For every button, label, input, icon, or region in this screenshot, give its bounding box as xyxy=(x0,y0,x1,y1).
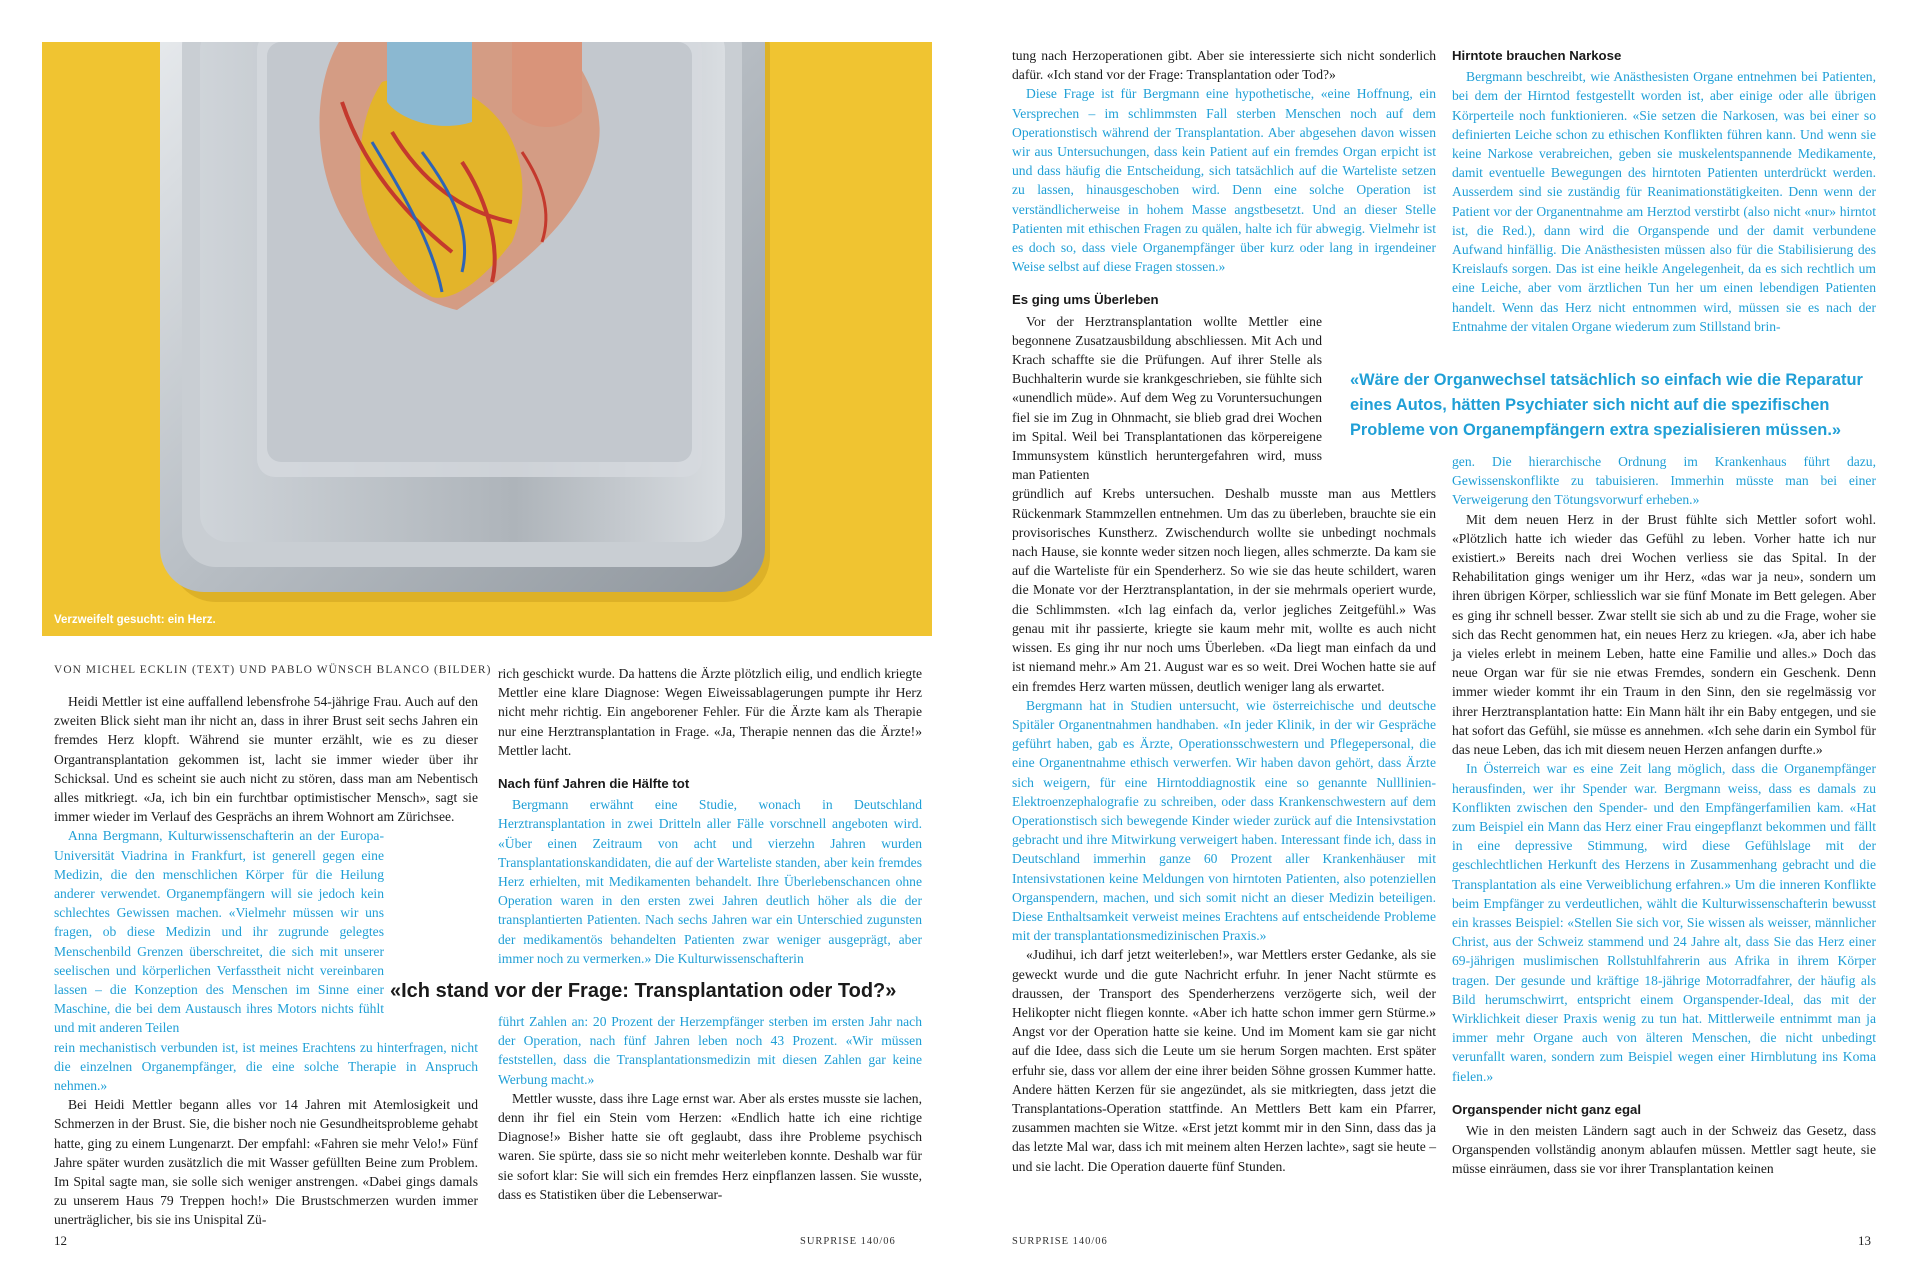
paragraph: führt Zahlen an: 20 Prozent der Herzempfänger sterben im ersten Jahr nach der Operation, nach fünf Jahren leben noch 43 Prozent. «Wir müssen feststellen, dass die Transplantationsmedizin mit diesen Zahlen gar keine Werbung macht.» xyxy=(498,1014,922,1087)
column-3 xyxy=(1012,46,1436,1176)
paragraph: tung nach Herzoperationen gibt. Aber sie interessierte sich nicht sonderlich dafür. «Ich stand vor der Frage: Transplantation oder Tod?» xyxy=(1012,48,1436,83)
pull-quote: «Wäre der Organwechsel tatsächlich so einfach wie die Reparatur eines Autos, hätten Psychiater sich nicht auf die spezifischen Probleme von Organempfängern extra spezialisieren müssen.» xyxy=(1350,371,1863,439)
paragraph: Bergmann hat in Studien untersucht, wie österreichische und deutsche Spitäler Organentnahmen handhaben. «In jeder Klinik, in der wir Gespräche geführt haben, gab es Ärzte, Operationsschwestern und Pflegepersonal, die eine Organentnahme ethisch verwerfen. Wir haben davon gehört, dass Ärzte sich weigern, für eine Hirntoddiagnostik eine so genannte Nulllinien-Elektroenzephalografie zu schreiben, oder dass Krankenschwestern auf dem Operationstisch sich bewegende Kinder wieder zurück auf die Intensivstation gebracht und ihre Mitwirkung verweigert haben. Interessant finde ich, dass in Deutschland immerhin ganze 60 Prozent aller Krankenhäuser mit Intensivstationen keine Meldungen von hirntoten Patienten, also potenziellen Organspendern, machen, und sich somit nicht an dieser Medizin beteiligen. Diese Enthaltsamkeit verweist meines Erachtens auf entscheidende Probleme mit der transplantationsmedizinischen Praxis.» xyxy=(1012,697,1436,944)
paragraph: Mit dem neuen Herz in der Brust fühlte sich Mettler sofort wohl. «Plötzlich hatte ich wieder das Gefühl zu leben. Vorher hatte ich nur existiert.» Bereits nach drei Wochen verliess sie das Spital. In der Rehabilitation gings weniger um ihr Herz, «das war ja neu», sondern um ihren übrigen Körper, schliesslich war sie fünf Monate im Bett gelegen. Aber es ging ihr schnell besser. Zwar stellt sie sich ab und zu die Frage, woher sie sich das Recht genommen hat, ein neues Herz zu kriegen. «Ja, aber ich habe ja vieles erlebt in meinem Leben, hatte eine Familie und alles.» Doch das neue Organ war für sie nie etwas Fremdes, sondern ein Geschenk. Denn immer wieder kommt ihr ein Traum in den Sinn, den sie regelmässig vor ihrer Herztransplantation hatte: Ein Mann hält ihr ein Baby entgegen, und sie hat sofort das Gefühl, sie müsse es annehmen. «Ich sehe darin ein Symbol für das neue Leben, das ich mit diesem neuen Herzen anfangen durfte.» xyxy=(1452,511,1876,758)
paragraph: Vor der Herztransplantation wollte Mettler eine begonnene Zusatzausbildung abschliessen. Mit Ach und Krach schaffte sie die Prüfungen. Auf ihrer Stelle als Buchhalterin wurde sie krankgeschrieben, sie fühlte sich «unendlich müde». Auf dem Weg zu Voruntersuchungen fiel sie im Zug in Ohnmacht, sie blieb grad drei Wochen im Spital. Weil bei Transplantationen das körpereigene Immunsystem künstlich heruntergefahren wird, muss man Patienten xyxy=(1012,313,1322,483)
paragraph: Bergmann beschreibt, wie Anästhesisten Organe entnehmen bei Patienten, bei dem der Hirntod festgestellt worden ist, aber einige oder alle übrigen Körperteile noch funktionieren. «Sie setzen die Narkosen, was bei einer so definierten Leiche schon zu ethischen Konflikten führen kann. Und wenn sie keine Narkose verabreichen, geben sie muskelentspannende Medikamente, damit eventuelle Bewegungen des hirntoten Patienten unterdrückt werden. Ausserdem sind sie zuständig für Reanimationstätigkeiten. Denn wenn der Patient vor der Organentnahme am Herztod verstirbt (also nicht «nur» hirntot ist, die Red.), dann wird die Organspende und der damit verbundene Aufwand hinfällig. Die Anästhesisten müssen also für die Stabilisierung des Kreislaufs sorgen. Das ist eine heikle Angelegenheit, da es sich rechtlich um eine Leiche, aber vom ärztlichen Tun her um einen lebendigen Patienten handelt. Wenn das Herz nicht entnommen wird, müssen sie es nach der Entnahme der vitalen Organe wiederum zum Stillstand brin- xyxy=(1452,69,1876,334)
page-number-left: 12 xyxy=(54,1233,67,1248)
paragraph: rein mechanistisch verbunden ist, ist meines Erachtens zu hinterfragen, nicht die einzelnen Organempfänger, die eine solche Therapie in Anspruch nehmen.» xyxy=(54,1039,478,1094)
paragraph: In Österreich war es eine Zeit lang möglich, dass die Organempfänger herausfinden, wer ihr Spender war. Bergmann weiss, dass es damals zu Konflikten zwischen den Spender- und den Empfängerfamilien kam. «Hat zum Beispiel ein Mann das Herz einer Frau eingepflanzt bekommen und fällt in eine depressive Stimmung, wird diese Gefühlslage mit der geschlechtlichen Herkunft des Herzens in Zusammenhang gebracht und die Transplantation als eine Verweiblichung erfahren.» Um die inneren Konflikte beim Empfänger zu verdeutlichen, wählt die Kulturwissenschafterin bewusst ein krasses Beispiel: «Stellen Sie sich vor, Sie wissen als weisser, männlicher Christ, aus der Schweiz stammend und 24 Jahre alt, dass Sie das Herz einer 69-jährigen muslimischen Rollstuhlfahrerin aus Afrika in ihrem Körper tragen. Der gesunde und kräftige 18-jährige Motorradfahrer, der häufig als Bild herumschwirrt, entspricht einem Organspender-Ideal, das mit der Wirklichkeit dieser Praxis wenig zu tun hat. Mittlerweile entnimmt man ja immer mehr Organe auch von älteren Menschen, die nicht unbedingt verunfallt waren, sondern zum Beispiel wegen einer Hirnblutung ins Koma fielen.» xyxy=(1452,761,1876,1084)
paragraph: Heidi Mettler ist eine auffallend lebensfrohe 54-jährige Frau. Auch auf den zweiten Blick sieht man ihr nicht an, dass in ihrer Brust seit sechs Jahren ein fremdes Herz klopft. Während sie munter erzählt, wie es zu dieser Organtransplantation gekommen ist, lacht sie immer wieder über ihr Schicksal. Und es scheint sie auch nicht zu stören, dass man am Nebentisch alles mitkriegt. «Ja, ich bin ein furchtbar optimistischer Mensch», sagt sie immer wieder im Verlauf des Gesprächs an ihrem Wohnort am Zürichsee. xyxy=(54,694,478,825)
photo-caption: Verzweifelt gesucht: ein Herz. xyxy=(54,614,216,626)
column-2 xyxy=(498,664,922,1204)
paragraph: gründlich auf Krebs untersuchen. Deshalb musste man aus Mettlers Rückenmark Stammzellen entnehmen. Um das zu überleben, brauchte sie ein provisorisches Kunstherz. Zwischendurch wollte sie unbedingt nochmals nach Hause, sie konnte weder sitzen noch liegen, alles schmerzte. Da kam sie auf die Warteliste für ein Spenderherz. So wie sie das heute schildert, waren die Monate vor der Herztransplantation, in der sie mehrmals operiert wurde, die Schlimmsten. «Ich lag einfach da, verlor jegliches Zeitgefühl.» Was genau mit ihr passierte, kriegte sie kaum mehr mit, wollte es auch nicht wissen. Es ging ihr nur noch ums Überleben. «Da liegt man einfach da und ist niemand mehr.» Am 21. August war es so weit. Drei Wochen hatte sie auf ein fremdes Herz warten müssen, deutlich weniger lang als erwartet. xyxy=(1012,486,1436,694)
byline: VON MICHEL ECKLIN (TEXT) UND PABLO WÜNSCH BLANCO (BILDER) xyxy=(54,664,492,676)
paragraph: Bergmann erwähnt eine Studie, wonach in Deutschland Herztransplantation in zwei Dritteln aller Fälle vorschnell angeboten wird. «Über einen Zeitraum von acht und vierzehn Jahren wurden Transplantationskandidaten, die auf der Warteliste standen, aber kein fremdes Herz erhielten, mit Medikamenten behandelt. Ihre Überlebenschancen ohne Operation waren in den ersten zwei Jahren deutlich höher als die der transplantierten Patienten. Nach sechs Jahren war ein Unterschied zugunsten der medikamentös behandelten Patienten zwar weniger ausgeprägt, aber immer noch zu vermerken.» Die Kulturwissenschafterin xyxy=(498,797,922,966)
heart-photo xyxy=(42,42,932,636)
paragraph: «Judihui, ich darf jetzt weiterleben!», war Mettlers erster Gedanke, als sie geweckt wurde und die gute Nachricht erfuhr. In jener Nacht stürmte es draussen, der Transport des Spenderherzens verzögerte sich, weil der Helikopter nicht fliegen konnte. «Aber ich hatte schon immer gern Stürme.» Angst vor der Operation hatte sie keine. Und im Moment kam sie gar nicht auf die Idee, dass sich die Leute um sie herum Sorgen machten. Erst später erfuhr sie, dass vor allem der eine ihrer beiden Söhne grossen Kummer hatte. Andere hätten Kerzen für sie angezündet, als sie mitkriegten, dass jetzt die Transplantations-Operation stattfinde. An Mettlers Bett kam ein Pfarrer, zusammen machten sie Witze. «Erst jetzt kommt mir in den Sinn, dass das ja das letzte Mal war, dass ich mit meinem alten Herzen lachte», sagt sie heute – und sie lacht. Die Operation dauerte fünf Stunden. xyxy=(1012,947,1436,1174)
paragraph: Anna Bergmann, Kulturwissenschafterin an der Europa-Universität Viadrina in Frankfurt, ist generell gegen eine Medizin, die den menschlichen Körper für die Heilung anderer verwendet. Organempfängern will sie jedoch kein schlechtes Gewissen machen. «Vielmehr müssen wir uns fragen, ob diese Medizin und ihr zugrunde gelegtes Menschenbild Grenzen überschreitet, die sich mit unserer seelischen und körperlichen Verfasstheit nicht vereinbaren lassen – die Konzeption des Menschen im Sinne einer Maschine, die bei dem Austausch ihres Motors nichts fühlt und mit anderen Teilen xyxy=(54,828,384,1036)
page-number-right: 13 xyxy=(1858,1233,1871,1248)
subheading: Hirntote brauchen Narkose xyxy=(1452,48,1622,63)
subheading: Nach fünf Jahren die Hälfte tot xyxy=(498,776,690,792)
subheading: Organspender nicht ganz egal xyxy=(1452,1101,1642,1117)
magazine-issue-right: SURPRISE 140/06 xyxy=(1012,1236,1108,1247)
subheading: Es ging ums Überleben xyxy=(1012,292,1159,308)
paragraph: Diese Frage ist für Bergmann eine hypothetische, «eine Hoffnung, ein Versprechen – im schlimmsten Fall sterben Menschen noch auf dem Operationstisch während der Transplantation. Aber abgesehen davon wissen wir aus Untersuchungen, dass kein Patient auf ein fremdes Organ erpicht ist und dass häufig die Entscheidung, sich tatsächlich auf die Warteliste setzen zu lassen, hinausgeschoben wird. Denn eine solche Operation ist verständlicherweise in hohem Masse angstbesetzt. Und an dieser Stelle Patienten mit ethischen Fragen zu quälen, halte ich für abwegig. Vielmehr ist es doch so, dass viele Organempfänger über kurz oder lang in irgendeiner Weise selbst auf diese Fragen stossen.» xyxy=(1012,86,1436,275)
pull-quote: «Ich stand vor der Frage: Transplantation oder Tod?» xyxy=(390,980,897,1002)
paragraph: Bei Heidi Mettler begann alles vor 14 Jahren mit Atemlosigkeit und Schmerzen in der Brust. Sie, die bisher noch nie Gesundheitsprobleme gehabt hatte, ging zu einem Lungenarzt. Der empfahl: «Fahren sie mehr Velo!» Fünf Jahre später wurden zusätzlich die mit Wasser gefüllten Beine zum Problem. Im Spital sagte man, sie solle sich weniger anstrengen. «Dabei gings damals zu unserem Haus 79 Treppen hoch!» Die Brustschmerzen wurden immer unerträglicher, bis sie ins Unispital Zü- xyxy=(54,1097,478,1228)
paragraph: gen. Die hierarchische Ordnung im Krankenhaus führt dazu, Gewissenskonflikte zu tabuisieren. Immerhin müsste man bei einer Verweigerung den Tötungsvorwurf erheben.» xyxy=(1452,454,1876,508)
paragraph: Wie in den meisten Ländern sagt auch in der Schweiz das Gesetz, dass Organspenden vollständig anonym ablaufen müssen. Mettler sagt heute, sie müsse einräumen, dass sie vor ihrer Transplantation keinen xyxy=(1452,1122,1876,1177)
paragraph: Mettler wusste, dass ihre Lage ernst war. Aber als erstes musste sie lachen, denn ihr fiel ein Stein vom Herzen: «Endlich hatte ich eine richtige Diagnose!» Bisher hatte sie oft geglaubt, dass ihre Probleme psychisch waren. Sie spürte, dass sie so nicht mehr weiterleben konnte. Deshalb war für sie sofort klar: Sie will sich ein fremdes Herz einpflanzen lassen. Sie wusste, dass es Statistiken über die Lebenserwar- xyxy=(498,1090,922,1202)
magazine-issue-left: SURPRISE 140/06 xyxy=(800,1236,896,1247)
heart-on-tray-illustration xyxy=(42,42,932,636)
paragraph: rich geschickt wurde. Da hattens die Ärzte plötzlich eilig, und endlich kriegte Mettler eine klare Diagnose: Wegen Eiweissablagerungen pumpte ihr Herz nicht mehr richtig. Ein angeborener Fehler. Für die Ärzte kam als Therapie nur eine Herztransplantation in Frage. «Ja, Therapie nennen das die Ärzte!» Mettler lacht. xyxy=(498,666,922,758)
column-4 xyxy=(1452,46,1876,1179)
column-1 xyxy=(54,692,478,1230)
